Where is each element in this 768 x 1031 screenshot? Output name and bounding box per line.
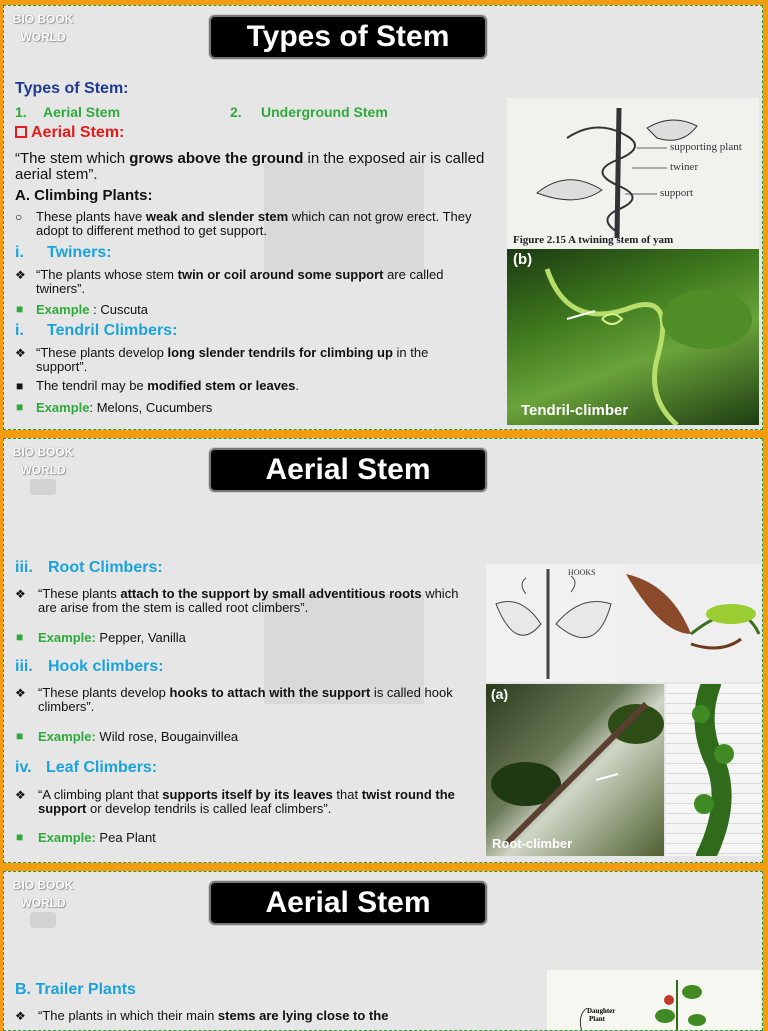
def-text-a: “The stem which	[15, 150, 130, 167]
brand-logo	[11, 876, 75, 928]
wall-ivy-photo	[666, 684, 761, 856]
def-text-b: grows above the ground	[129, 150, 304, 167]
diamond-bullet-icon: ❖	[15, 788, 26, 802]
logo-box	[30, 912, 56, 928]
leaf-heading: Leaf Climbers:	[46, 759, 158, 776]
tw-ex-label: Example	[36, 302, 90, 317]
hook-ex-value: Wild rose, Bougainvillea	[95, 729, 239, 744]
root-definition	[38, 587, 478, 615]
leaf-definition	[38, 788, 478, 816]
slide-aerial-stem-2	[3, 871, 763, 1031]
leaf-text-e: or develop tendrils is called leaf climbers”.	[86, 801, 332, 816]
square-bullet-icon: ■	[16, 400, 24, 414]
aerial-heading-row	[15, 124, 124, 142]
fig-label-support: support	[660, 187, 693, 199]
slide-title: Aerial Stem	[209, 881, 487, 925]
list-item-underground-stem: Underground Stem	[261, 104, 388, 120]
photo-caption: Tendril-climber	[521, 402, 629, 419]
climbing-description	[36, 210, 498, 238]
tendril-definition	[36, 346, 476, 374]
logo-line2: WORLD	[20, 896, 66, 910]
diamond-bullet-icon: ❖	[15, 268, 26, 282]
tw-ex-value: : Cuscuta	[89, 302, 149, 317]
fig-label-plant: Plant	[589, 1015, 605, 1023]
tendril-heading: Tendril Climbers:	[47, 322, 178, 339]
te2-text-c: .	[295, 378, 300, 393]
trailer-drawing	[547, 970, 761, 1031]
leaf-num: iv.	[15, 759, 32, 776]
te-ex-label: Example	[36, 400, 90, 415]
brand-logo	[11, 10, 75, 46]
climb-text-a: These plants have	[36, 209, 146, 224]
tw-text-a: “The plants whose stem	[36, 267, 178, 282]
photo-tag: (b)	[513, 251, 533, 268]
twining-stem-drawing	[507, 98, 759, 249]
fig-label-daughter: Daughter	[587, 1007, 616, 1015]
climb-text-b: weak and slender stem	[145, 209, 289, 224]
leaf-climber-photo	[621, 564, 761, 682]
photo-caption: Root-climber	[492, 836, 573, 851]
root-climber-photo	[486, 684, 664, 856]
root-heading: Root Climbers:	[48, 559, 163, 576]
list-num-1: 1.	[15, 104, 27, 120]
square-bullet-icon: ■	[16, 302, 24, 316]
hook-climber-sketch	[486, 564, 621, 682]
tw-text-c: are called twiners”.	[36, 267, 444, 296]
tr-text-a: “The plants in which their main	[38, 1008, 218, 1023]
root-text-a: “These plants	[38, 586, 121, 601]
tendril-modified	[36, 379, 299, 393]
root-text-b: attach to the support by small adventitious roots	[120, 586, 422, 601]
square-bullet-icon: ■	[16, 630, 24, 644]
slide-title: Aerial Stem	[209, 448, 487, 492]
hook-num: iii.	[15, 658, 33, 675]
diamond-bullet-icon: ❖	[15, 346, 26, 360]
root-example	[38, 630, 186, 645]
logo-line1: BIO BOOK	[12, 878, 74, 892]
logo-line2: WORLD	[20, 463, 66, 477]
root-ex-label: Example:	[38, 630, 96, 645]
diamond-bullet-icon: ❖	[15, 587, 26, 601]
leaf-example	[38, 830, 156, 845]
hook-text-a: “These plants develop	[38, 685, 170, 700]
trailer-figure	[547, 970, 761, 1031]
root-drawing	[486, 684, 664, 856]
ivy-drawing	[666, 684, 761, 856]
logo-line1: BIO BOOK	[12, 12, 74, 26]
leaf-text-b: supports itself by its leaves	[162, 787, 333, 802]
twining-stem-figure	[507, 98, 759, 249]
twiners-num: i.	[15, 244, 24, 261]
twiners-example	[36, 302, 148, 317]
logo-line1: BIO BOOK	[12, 445, 74, 459]
tendril-climber-photo	[507, 249, 759, 425]
te-ex-value: : Melons, Cucumbers	[89, 400, 213, 415]
square-bullet-icon: ■	[16, 729, 24, 743]
section-b-heading: B. Trailer Plants	[15, 981, 136, 998]
aerial-definition	[15, 151, 485, 183]
climb-text-c: which can not grow erect. They adopt to different method to get support.	[36, 209, 472, 238]
aerial-heading: Aerial Stem:	[31, 124, 125, 141]
square-bullet-icon: ■	[16, 379, 24, 393]
te2-text-b: modified stem or leaves	[147, 378, 296, 393]
leaf-photo-drawing	[621, 564, 761, 682]
list-num-2: 2.	[230, 104, 242, 120]
tendril-example	[36, 400, 212, 415]
leaf-ex-value: Pea Plant	[95, 830, 156, 845]
fig-caption: Figure 2.15 A twining stem of yam	[513, 234, 674, 246]
twiners-heading: Twiners:	[47, 244, 112, 261]
hook-text-c: is called hook climbers”.	[38, 685, 453, 714]
slide-types-of-stem	[3, 5, 763, 430]
leaf-text-a: “A climbing plant that	[38, 787, 163, 802]
diamond-bullet-icon: ❖	[15, 686, 26, 700]
slide-title: Types of Stem	[209, 15, 487, 59]
tw-text-b: twin or coil around some support	[177, 267, 384, 282]
hook-definition	[38, 686, 478, 714]
tendril-num: i.	[15, 322, 24, 339]
te2-text-a: The tendril may be	[36, 378, 148, 393]
leaf-text-c: that	[332, 787, 362, 802]
logo-box	[30, 479, 56, 495]
hook-drawing	[486, 564, 621, 682]
list-item-aerial-stem: Aerial Stem	[43, 104, 121, 120]
fig-label-supporting-plant: supporting plant	[670, 141, 742, 153]
root-ex-value: Pepper, Vanilla	[95, 630, 186, 645]
tr-text-b: stems are lying close to the	[217, 1008, 389, 1023]
square-bullet-icon: ■	[16, 830, 24, 844]
te-text-a: “These plants develop	[36, 345, 168, 360]
logo-line2: WORLD	[20, 30, 66, 44]
hooks-label: HOOKS	[568, 568, 596, 577]
circle-bullet-icon: ○	[15, 210, 23, 224]
te-text-b: long slender tendrils for climbing up	[167, 345, 393, 360]
def-text-c: in the exposed air is called aerial stem”.	[15, 150, 485, 183]
root-text-c: which are arise from the stem is called root climbers”.	[38, 586, 459, 615]
hook-ex-label: Example:	[38, 729, 96, 744]
leaf-ex-label: Example:	[38, 830, 96, 845]
trailer-definition	[38, 1009, 388, 1023]
root-num: iii.	[15, 559, 33, 576]
te-text-c: in the support”.	[36, 345, 429, 374]
fig-label-twiner: twiner	[670, 161, 699, 173]
twiners-definition	[36, 268, 476, 296]
leaf-text-d: twist round the support	[38, 787, 455, 816]
hook-heading: Hook climbers:	[48, 658, 164, 675]
slide-aerial-stem-1	[3, 438, 763, 863]
hook-text-b: hooks to attach with the support	[169, 685, 371, 700]
hook-example	[38, 729, 238, 744]
diamond-bullet-icon: ❖	[15, 1009, 26, 1023]
checkbox-bullet-icon	[15, 126, 27, 138]
types-heading: Types of Stem:	[15, 80, 129, 97]
photo-tag: (a)	[491, 686, 509, 702]
section-a-heading: A. Climbing Plants:	[15, 187, 153, 204]
brand-logo	[11, 443, 75, 495]
tendril-drawing	[507, 249, 759, 425]
